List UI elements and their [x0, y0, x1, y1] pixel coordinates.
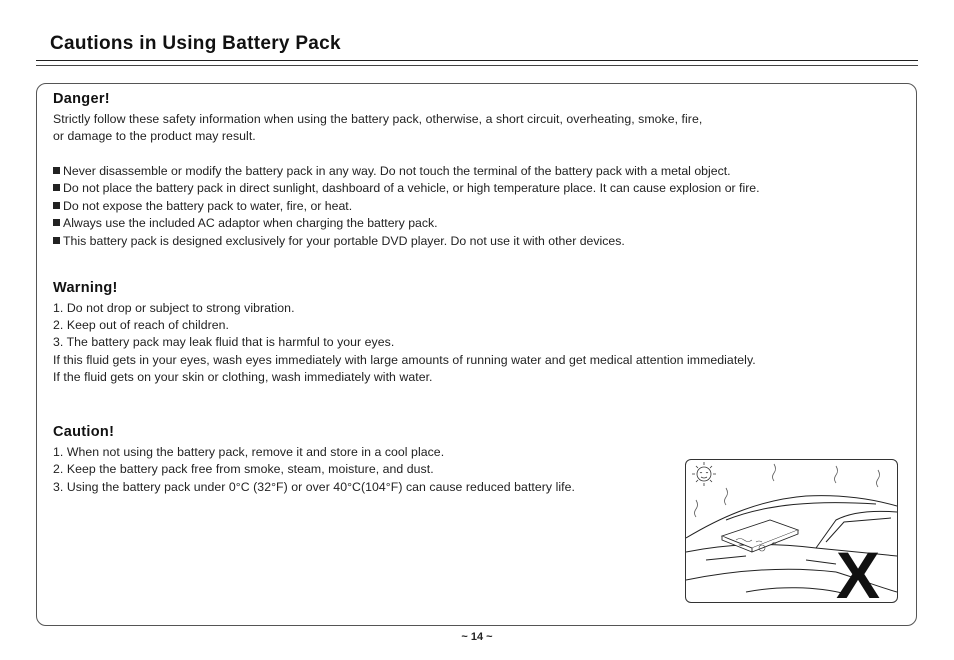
page-number: ~ 14 ~ [461, 631, 493, 643]
danger-bullet-item [53, 181, 760, 195]
danger-bullet-item [53, 234, 625, 248]
danger-bullet-text: Do not place the battery pack in direct sunlight, dashboard of a vehicle, or high temperature place. It can cause explosion or fire. [63, 181, 760, 195]
square-bullet-icon [53, 184, 60, 191]
caution-line: 2. Keep the battery pack free from smoke, steam, moisture, and dust. [53, 462, 434, 476]
square-bullet-icon [53, 237, 60, 244]
title-rule-thick [36, 60, 918, 61]
page-title: Cautions in Using Battery Pack [50, 33, 341, 54]
danger-heading: Danger! [53, 91, 110, 107]
title-rule-thin [36, 65, 918, 66]
square-bullet-icon [53, 219, 60, 226]
warning-line: 2. Keep out of reach of children. [53, 318, 229, 332]
warning-heading: Warning! [53, 280, 118, 296]
caution-line: 3. Using the battery pack under 0°C (32°F) or over 40°C(104°F) can cause reduced battery life. [53, 480, 575, 494]
danger-intro-line: or damage to the product may result. [53, 129, 256, 143]
warning-line: 3. The battery pack may leak fluid that is harmful to your eyes. [53, 335, 395, 349]
danger-intro-line: Strictly follow these safety information when using the battery pack, otherwise, a short circuit, overheating, smoke, fire, [53, 112, 703, 126]
danger-bullet-text: This battery pack is designed exclusively for your portable DVD player. Do not use it with other devices. [63, 234, 625, 248]
danger-bullet-item [53, 164, 731, 178]
danger-bullet-text: Never disassemble or modify the battery pack in any way. Do not touch the terminal of the battery pack with a metal object. [63, 164, 731, 178]
caution-heading: Caution! [53, 424, 115, 440]
danger-bullet-item [53, 216, 438, 230]
prohibited-x-mark: X [836, 538, 881, 602]
danger-bullet-text: Always use the included AC adaptor when charging the battery pack. [63, 216, 438, 230]
car-dashboard-sun-icon [686, 460, 897, 602]
danger-bullet-item [53, 199, 352, 213]
square-bullet-icon [53, 202, 60, 209]
battery-in-car-illustration [685, 459, 898, 603]
warning-line: 1. Do not drop or subject to strong vibration. [53, 301, 295, 315]
danger-bullet-text: Do not expose the battery pack to water, fire, or heat. [63, 199, 353, 213]
caution-line: 1. When not using the battery pack, remove it and store in a cool place. [53, 445, 445, 459]
warning-line: If this fluid gets in your eyes, wash eyes immediately with large amounts of running water and get medical attention immediately. [53, 353, 756, 367]
warning-line: If the fluid gets on your skin or clothing, wash immediately with water. [53, 370, 433, 384]
square-bullet-icon [53, 167, 60, 174]
